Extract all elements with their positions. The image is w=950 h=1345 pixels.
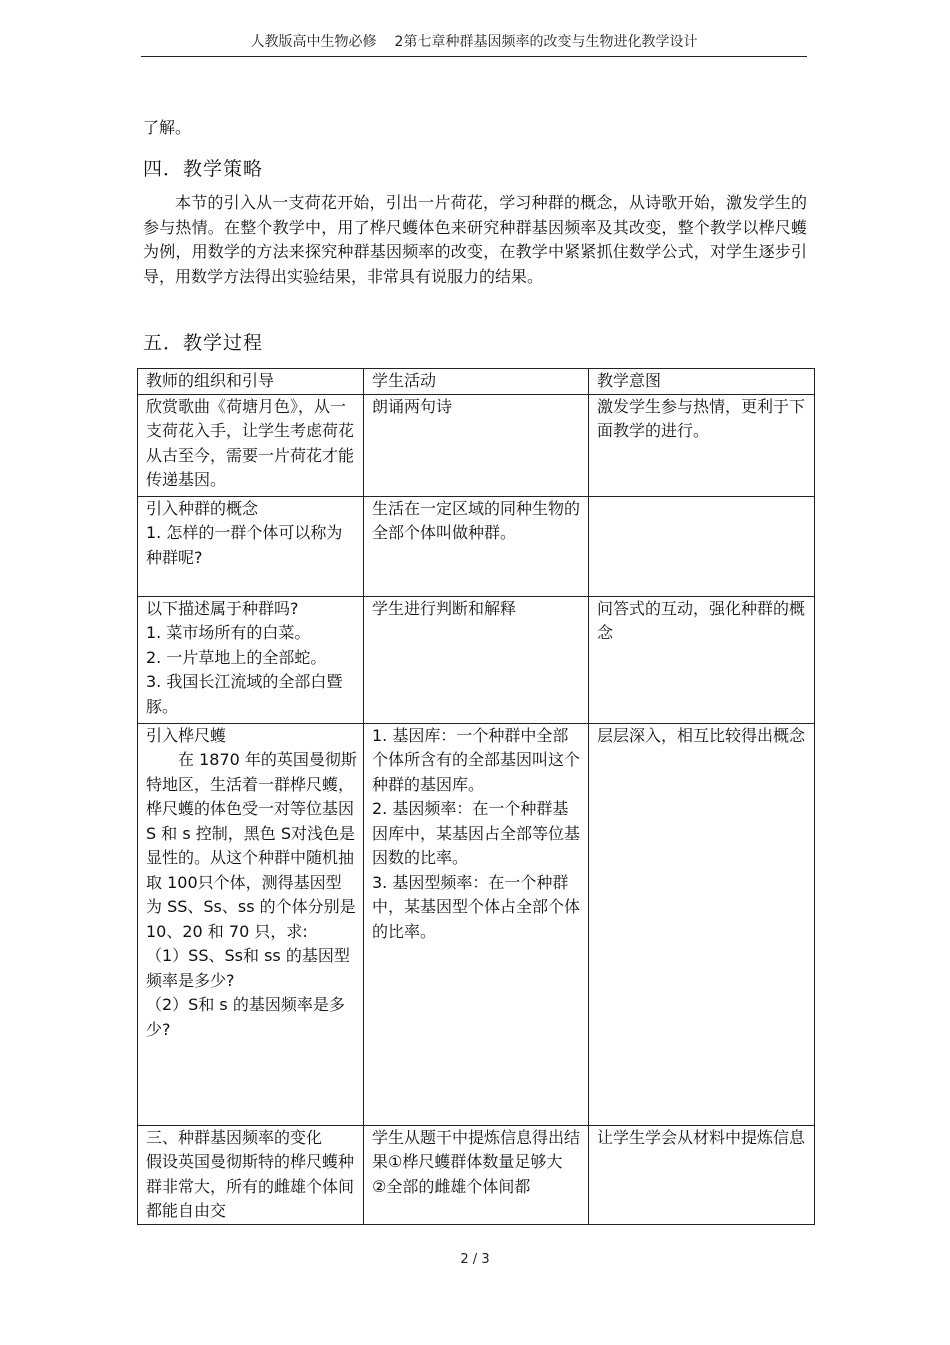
cell-text: 3. 我国长江流域的全部白暨豚。 [146,672,343,716]
cell-text: 学生进行判断和解释 [372,598,517,618]
cell-text: 引入种群的概念 [146,498,259,518]
cell-text: 3. 基因型频率：在一个种群中，某基因型个体占全部个体的比率。 [372,872,581,941]
cell-text: 生活在一定区域的同种生物的全部个体叫做种群。 [372,498,581,542]
header-chapter: 2第七章种群基因频率的改变与生物进化教学设计 [394,34,698,50]
cell-text: 1. 怎样的一群个体可以称为种群呢? [146,523,343,567]
cell-text: 引入桦尺蠖 [146,725,227,745]
teacher-cell [138,596,364,723]
teacher-cell [138,394,364,496]
section-5-heading: 五．教学过程 [143,332,264,354]
cell-text: 让学生学会从材料中提炼信息 [597,1127,806,1147]
teacher-cell [138,1125,364,1224]
cell-text: 以下描述属于种群吗? [146,598,299,618]
intent-cell [589,496,815,596]
student-cell [364,394,589,496]
student-cell [364,1125,589,1224]
column-header-intent: 教学意图 [589,369,815,395]
student-cell [364,496,589,596]
table-row [138,723,815,1125]
intent-cell [589,394,815,496]
cell-text: 在 1870 年的英国曼彻斯特地区，生活着一群桦尺蠖，桦尺蠖的体色受一对等位基因 S 和 s 控制，黑色 S对浅色是显性的。从这个种群中随机抽取 100只个体，测得基因型为 SS、Ss、ss 的个体分别是 10、20 和 70 只，求: [146,750,357,941]
cell-text: 激发学生参与热情，更利于下面教学的进行。 [597,396,806,440]
cell-text: 问答式的互动，强化种群的概念 [597,598,806,642]
previous-paragraph-tail: 了解。 [143,118,192,137]
cell-text: 假设英国曼彻斯特的桦尺蠖种群非常大，所有的雌雄个体间都能自由交 [146,1152,355,1220]
cell-text: 层层深入，相互比较得出概念 [597,725,806,745]
intent-cell [589,723,815,1125]
column-header-student: 学生活动 [364,369,589,395]
column-header-teacher: 教师的组织和引导 [138,369,364,395]
cell-text: （1）SS、Ss和 ss 的基因型频率是多少? [146,946,350,990]
table-header-row [138,369,815,395]
table-row [138,394,815,496]
cell-text: 学生从题干中提炼信息得出结果①桦尺蠖群体数量足够大 [372,1127,581,1171]
intent-cell [589,596,815,723]
cell-text: ②全部的雌雄个体间都 [372,1176,531,1196]
table-row [138,1125,815,1224]
teacher-cell [138,723,364,1125]
cell-text: （2）S和 s 的基因频率是多少? [146,995,345,1039]
cell-text: 2. 一片草地上的全部蛇。 [146,647,327,667]
cell-text: 1. 基因库：一个种群中全部个体所含有的全部基因叫这个种群的基因库。 [372,725,581,794]
teaching-process-table [137,368,815,1225]
table-row [138,596,815,723]
cell-text: 三、种群基因频率的变化 [146,1127,323,1147]
table-row [138,496,815,596]
page-number: 2 / 3 [460,1252,490,1267]
student-cell [364,596,589,723]
cell-text: 1. 菜市场所有的白菜。 [146,623,311,642]
student-cell [364,723,589,1125]
teaching-strategy-paragraph: 本节的引入从一支荷花开始，引出一片荷花，学习种群的概念，从诗歌开始，激发学生的参与热情。在整个教学中，用了桦尺蠖体色来研究种群基因频率及其改变，整个教学以桦尺蠖为例，用数学的方法来探究种群基因频率的改变，在教学中紧紧抓住数学公式，对学生逐步引导，用数学方法得出实验结果，非常具有说服力的结果。 [143,193,807,286]
header-course: 人教版高中生物必修 [250,34,377,50]
section-4-heading: 四．教学策略 [143,158,264,180]
page-header [141,33,807,57]
cell-text: 欣赏歌曲《荷塘月色》，从一支荷花入手，让学生考虑荷花从古至今，需要一片荷花才能传递基因。 [146,396,355,489]
cell-text: 朗诵两句诗 [372,396,453,416]
intent-cell [589,1125,815,1224]
cell-text: 2. 基因频率：在一个种群基因库中，某基因占全部等位基因数的比率。 [372,799,581,867]
teacher-cell [138,496,364,596]
